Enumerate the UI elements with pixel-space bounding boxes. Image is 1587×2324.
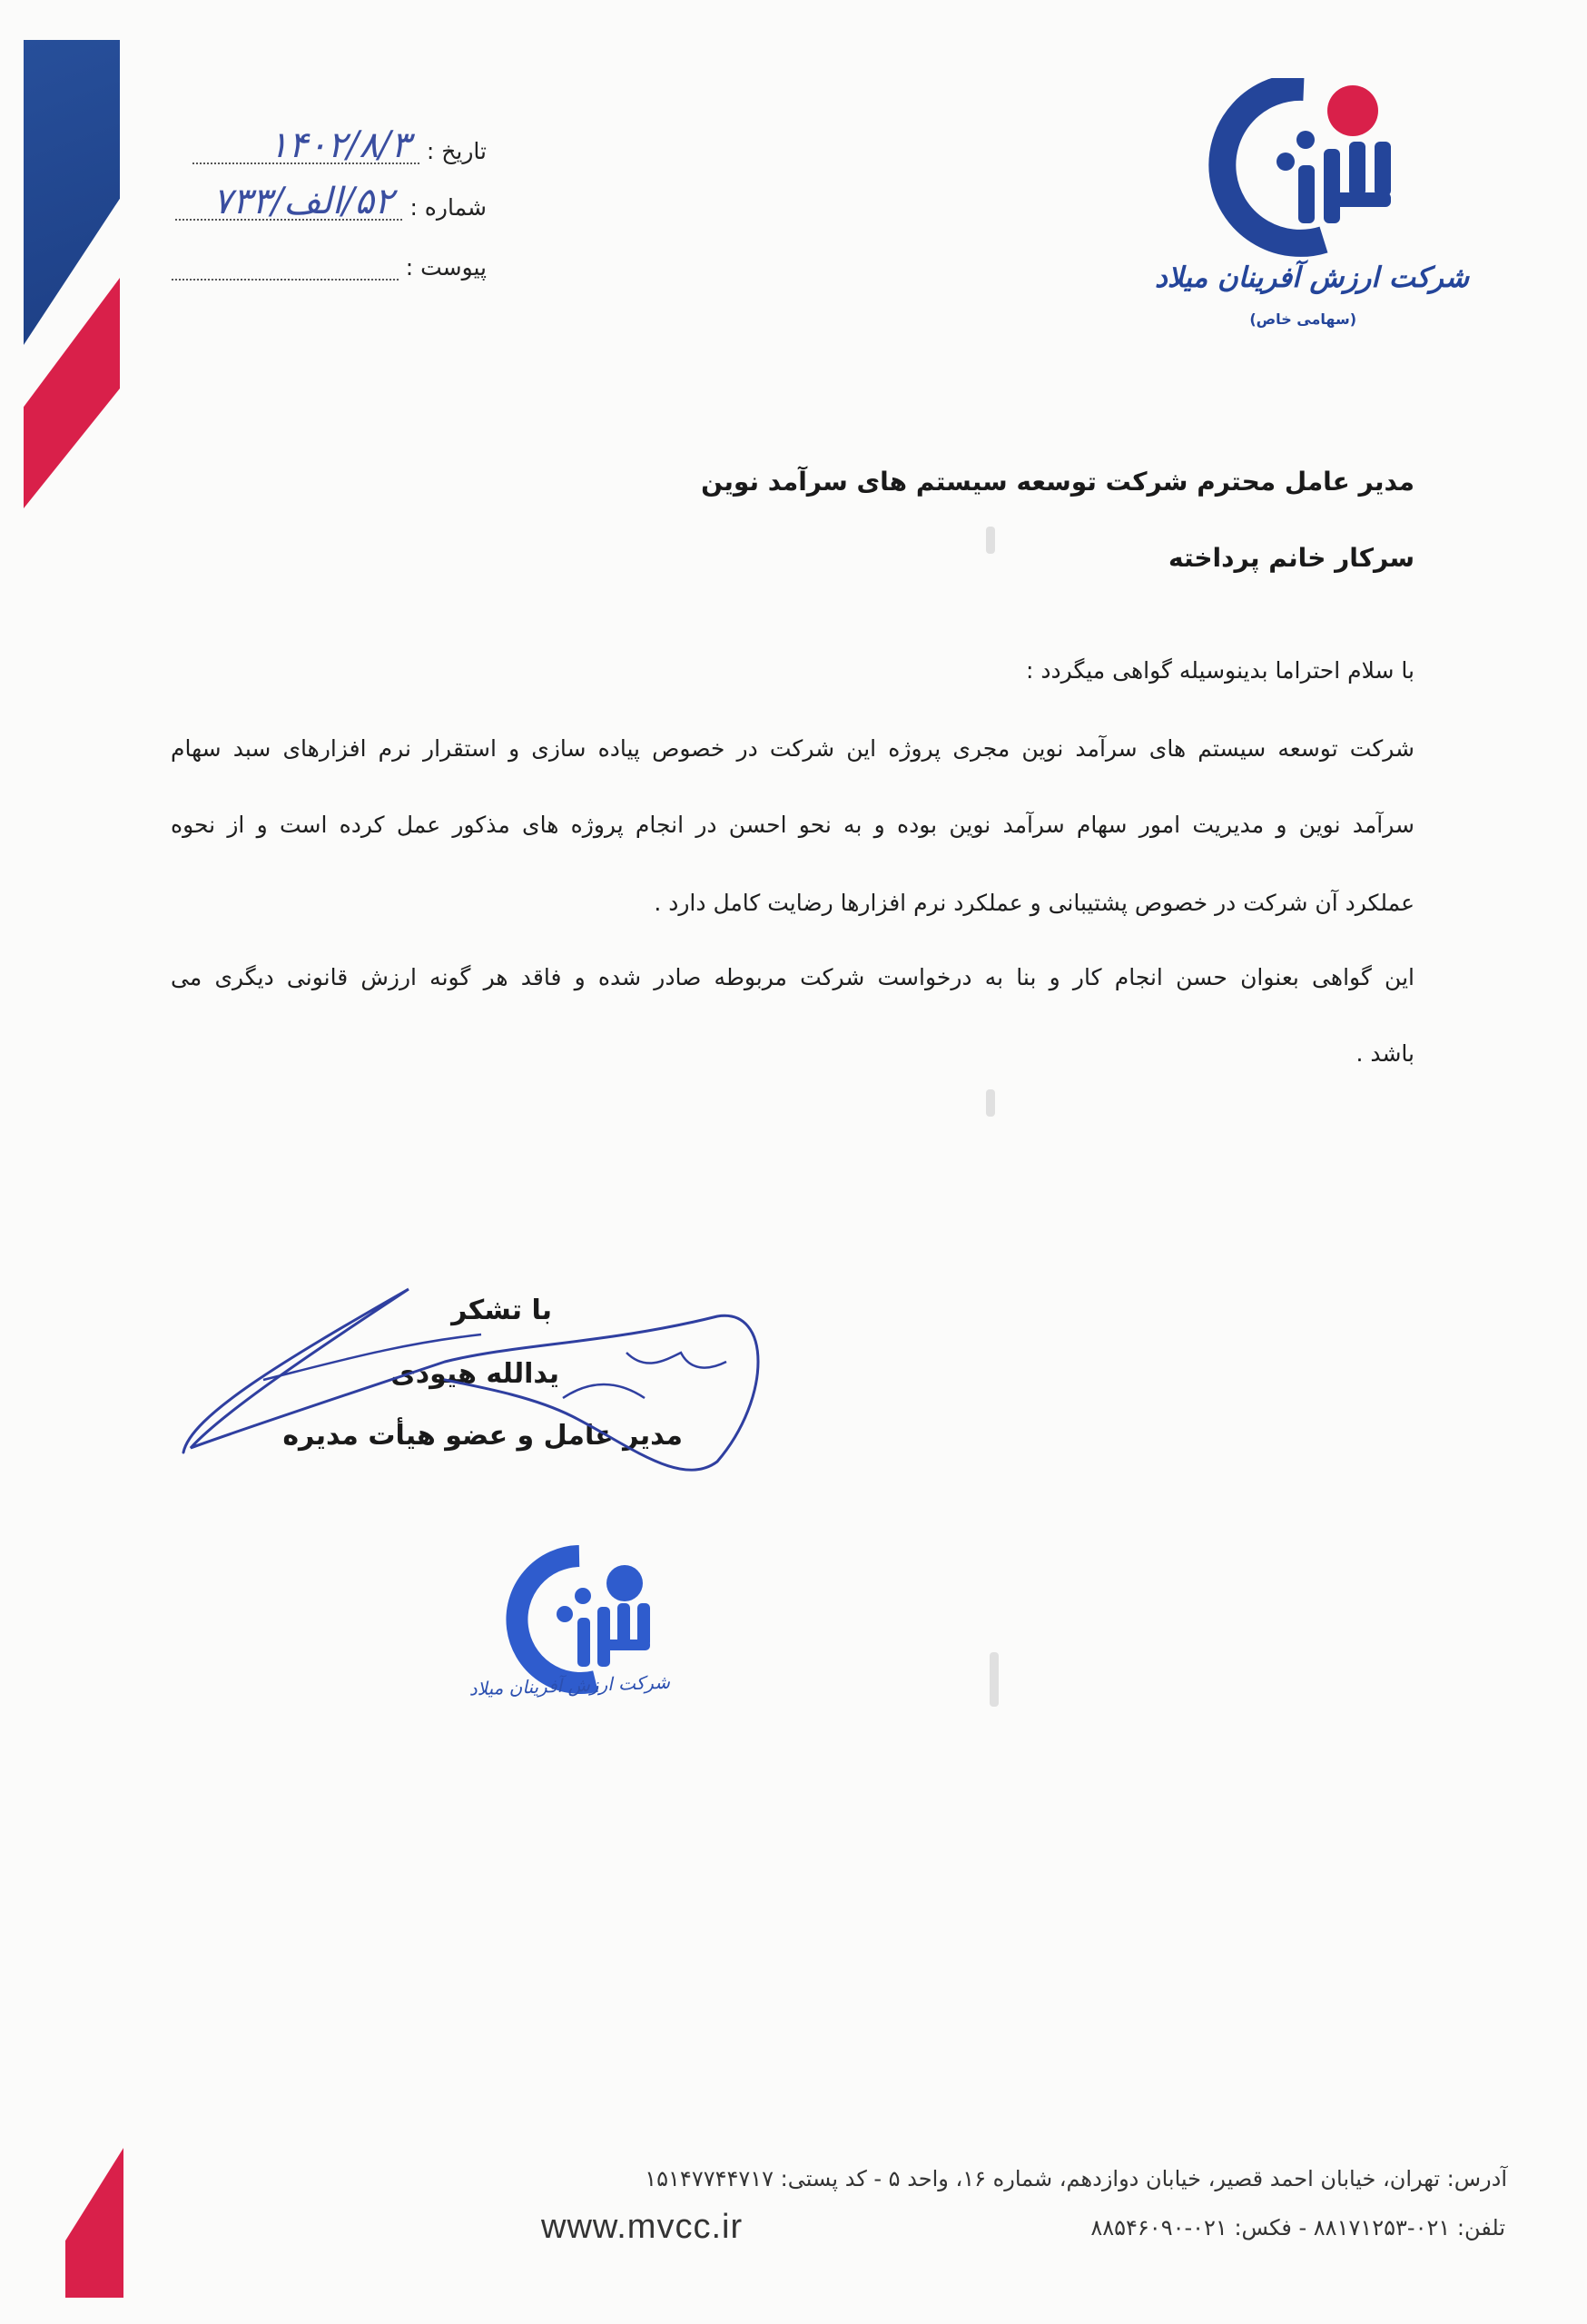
date-value: ۱۴۰۲/۸/۳ — [269, 124, 410, 166]
body-line-3: عملکرد آن شرکت در خصوص پشتیبانی و عملکرد نرم افزارها رضایت کامل دارد . — [654, 890, 1414, 916]
number-value: ۵۲/الف/۷۳۳ — [212, 181, 394, 222]
scan-artifact — [986, 527, 995, 554]
handwritten-signature — [172, 1271, 790, 1489]
company-name: شرکت ارزش آفرینان میلاد — [1154, 261, 1469, 294]
signer-role: مدیر عامل و عضو هیأت مدیره — [282, 1420, 683, 1452]
body-line-5: باشد . — [1355, 1040, 1414, 1067]
attachment-field — [172, 259, 399, 281]
signer-name: یدالله هیودی — [390, 1358, 559, 1390]
closing-thanks: با تشکر — [451, 1295, 552, 1326]
scan-artifact — [986, 1089, 995, 1117]
decorative-red-corner — [65, 2148, 123, 2298]
date-field — [192, 124, 419, 166]
number-label: شماره : — [409, 194, 487, 221]
attachment-row — [172, 254, 487, 281]
footer-website: www.mvcc.ir — [541, 2208, 744, 2246]
stamp-text: شرکت ارزش آفرینان میلاد — [468, 1670, 671, 1700]
number-row — [175, 181, 487, 222]
company-logo-icon — [1197, 78, 1414, 260]
date-label: تاریخ : — [426, 138, 487, 164]
body-line-2: سرآمد نوین و مدیریت امور سهام سرآمد نوین بوده و به نحو احسن در انجام پروژه های مذکور عمل کرده است و از نحوه — [171, 812, 1414, 838]
company-subtitle: (سهامی خاص) — [1249, 310, 1356, 328]
footer-phone: تلفن: ۰۲۱-۸۸۱۷۱۲۵۳ - فکس: ۰۲۱-۸۸۵۴۶۰۹۰ — [1090, 2215, 1505, 2240]
recipient-title: سرکار خانم پرداخته — [1168, 543, 1414, 573]
number-field — [175, 181, 402, 222]
body-line-4: این گواهی بعنوان حسن انجام کار و بنا به درخواست شرکت مربوطه صادر شده و فاقد هر گونه ارزش قانونی دیگری می — [171, 964, 1414, 990]
attachment-label: پیوست : — [405, 254, 487, 281]
scan-artifact — [990, 1652, 999, 1707]
date-row — [192, 124, 487, 166]
greeting: با سلام احتراما بدینوسیله گواهی میگردد : — [1026, 657, 1414, 684]
body-line-1: شرکت توسعه سیستم های سرآمد نوین مجری پروژه این شرکت در خصوص پیاده سازی و استقرار نرم افزارهای سبد سهام — [171, 735, 1414, 762]
recipient-addressee: مدیر عامل محترم شرکت توسعه سیستم های سرآمد نوین — [701, 467, 1414, 497]
footer-address: آدرس: تهران، خیابان احمد قصیر، خیابان دوازدهم، شماره ۱۶، واحد ۵ - کد پستی: ۱۵۱۴۷۷۴۴۷۱۷ — [645, 2166, 1507, 2191]
